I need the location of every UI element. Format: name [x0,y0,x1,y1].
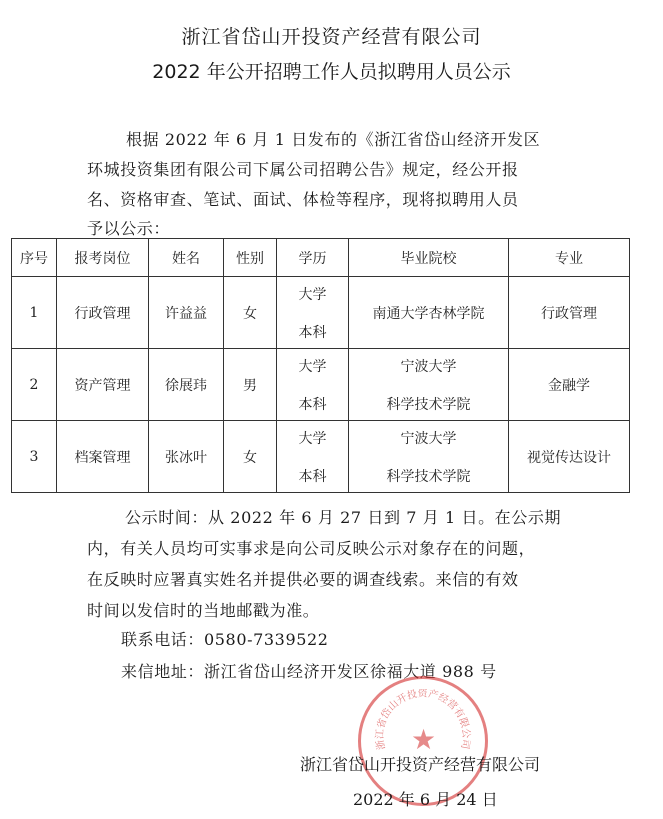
cell-major: 行政管理 [509,277,630,349]
cell-gender: 女 [224,277,277,349]
header-major: 专业 [509,239,630,277]
intro-line-4: 予以公示： [87,219,171,238]
cell-major: 金融学 [509,349,630,421]
header-name: 姓名 [149,239,224,277]
cell-position: 资产管理 [57,349,149,421]
intro-line-3: 名、资格审查、笔试、面试、体检等程序，现将拟聘用人员 [87,190,519,209]
notice-line-1: 公示时间：从 2022 年 6 月 27 日到 7 月 1 日。在公示期 [125,508,562,527]
education-line-1: 大学 [298,358,327,375]
school-line-1: 宁波大学 [400,358,457,375]
header-gender: 性别 [224,239,277,277]
table-row [12,421,630,493]
cell-no: 1 [12,277,57,349]
header-position: 报考岗位 [57,239,149,277]
cell-position: 档案管理 [57,421,149,493]
cell-gender: 女 [224,421,277,493]
school-line-2: 科学技术学院 [386,396,471,413]
header-education: 学历 [277,239,349,277]
notice-line-4: 时间以发信时的当地邮戳为准。 [87,601,320,620]
document-title: 2022 年公开招聘工作人员拟聘用人员公示 [152,61,511,83]
education-line-2: 本科 [298,468,327,485]
cell-major: 视觉传达设计 [509,421,630,493]
mailing-address: 来信地址：浙江省岱山经济开发区徐福大道 988 号 [121,662,497,681]
cell-school: 南通大学杏林学院 [349,277,509,349]
header-no: 序号 [12,239,57,277]
cell-name: 张冰叶 [149,421,224,493]
school-line-2: 科学技术学院 [386,468,471,485]
cell-no: 3 [12,421,57,493]
company-title: 浙江省岱山开投资产经营有限公司 [181,26,482,48]
table-row [12,349,630,421]
education-line-1: 大学 [298,286,327,303]
cell-education [277,349,349,421]
signer-company: 浙江省岱山开投资产经营有限公司 [300,755,541,774]
education-line-2: 本科 [298,324,327,341]
hires-table [11,238,630,493]
contact-phone: 联系电话：0580-7339522 [121,630,329,649]
cell-name: 徐展玮 [149,349,224,421]
cell-position: 行政管理 [57,277,149,349]
cell-gender: 男 [224,349,277,421]
notice-line-3: 在反映时应署真实姓名并提供必要的调查线索。来信的有效 [87,570,519,589]
cell-education [277,421,349,493]
signature-date: 2022 年 6 月 24 日 [353,790,498,809]
education-line-1: 大学 [298,430,327,447]
seal-star-icon: ★ [411,723,437,756]
seal-text: 浙江省岱山开投资产经营有限公司 [374,689,472,751]
cell-education [277,277,349,349]
notice-line-2: 内，有关人员均可实事求是向公司反映公示对象存在的问题， [87,539,536,558]
cell-school [349,421,509,493]
header-school: 毕业院校 [349,239,509,277]
cell-school [349,349,509,421]
table-row [12,277,630,349]
cell-name: 许益益 [149,277,224,349]
education-line-2: 本科 [298,396,327,413]
table-header-row [12,239,630,277]
cell-no: 2 [12,349,57,421]
school-line-1: 宁波大学 [400,430,457,447]
intro-line-1: 根据 2022 年 6 月 1 日发布的《浙江省岱山经济开发区 [126,130,541,149]
intro-line-2: 环城投资集团有限公司下属公司招聘公告》规定，经公开报 [87,160,519,179]
